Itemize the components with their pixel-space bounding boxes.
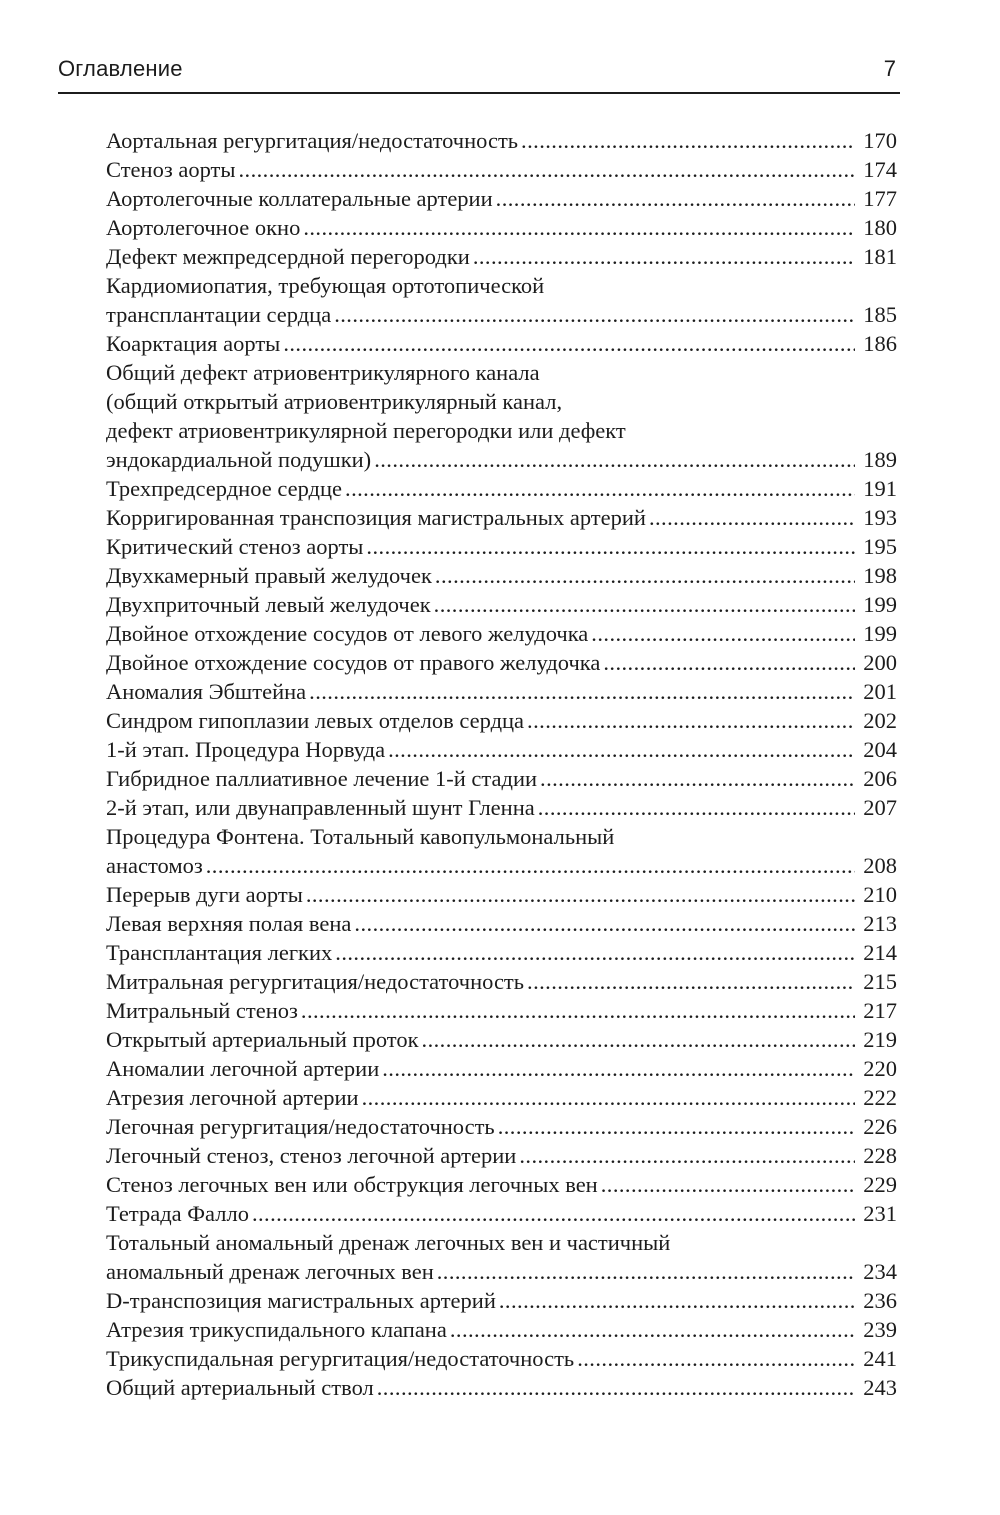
toc-entry: [106, 1344, 897, 1373]
header-title: Оглавление: [58, 56, 183, 81]
toc-entry-row: [106, 1170, 897, 1199]
toc-entry-title: Двухкамерный правый желудочек: [106, 563, 432, 588]
running-header: [58, 52, 900, 94]
header-page-number: 7: [883, 56, 896, 81]
dot-leader: [374, 445, 855, 474]
toc-entry-row: [106, 155, 897, 184]
dot-leader: [649, 503, 855, 532]
toc-entry-row: [106, 938, 897, 967]
toc-entry: [106, 358, 897, 474]
toc-entry-title: Открытый артериальный проток: [106, 1027, 419, 1052]
dot-leader: [252, 1199, 855, 1228]
toc-entry-row: [106, 793, 897, 822]
toc-entry-row: [106, 1083, 897, 1112]
toc-entry: [106, 1112, 897, 1141]
toc-entry-title: 2-й этап, или двунаправленный шунт Гленна: [106, 795, 535, 820]
toc-entry-title: Атрезия трикуспидального клапана: [106, 1317, 447, 1342]
dot-leader: [354, 909, 855, 938]
dot-leader: [540, 764, 855, 793]
dot-leader: [283, 329, 855, 358]
toc-entry-title: Аортолегочное окно: [106, 215, 301, 240]
toc-entry-page-number: 213: [863, 911, 897, 936]
toc-entry-row: [106, 126, 897, 155]
toc-entry-title-line: Тотальный аномальный дренаж легочных вен и частичный: [106, 1230, 671, 1255]
toc-entry: [106, 329, 897, 358]
toc-entry-title: Корригированная транспозиция магистральных артерий: [106, 505, 646, 530]
toc-entry-page-number: 202: [863, 708, 897, 733]
toc-entry-title: Двойное отхождение сосудов от левого желудочка: [106, 621, 589, 646]
toc-entry: [106, 1199, 897, 1228]
toc-entry-title: Левая верхняя полая вена: [106, 911, 352, 936]
toc-entry-row: [106, 706, 897, 735]
toc-entry: [106, 909, 897, 938]
dot-leader: [335, 938, 855, 967]
toc-entry: [106, 590, 897, 619]
dot-leader: [309, 677, 855, 706]
dot-leader: [388, 735, 855, 764]
dot-leader: [538, 793, 855, 822]
toc-entry-title-line: Кардиомиопатия, требующая ортотопической: [106, 273, 545, 298]
toc-entry-row: [106, 967, 897, 996]
toc-entry-row: [106, 1286, 897, 1315]
toc-entry-title: Трикуспидальная регургитация/недостаточность: [106, 1346, 575, 1371]
toc-entry-title: D-транспозиция магистральных артерий: [106, 1288, 496, 1313]
toc-entry-row: [106, 242, 897, 271]
toc-entry-row: [106, 677, 897, 706]
toc-entry-page-number: 236: [863, 1288, 897, 1313]
toc-entry: [106, 1228, 897, 1286]
toc-entry-row: [106, 445, 897, 474]
toc-entry-row: [106, 184, 897, 213]
toc-entry-page-number: 180: [863, 215, 897, 240]
toc-entry-title: Митральная регургитация/недостаточность: [106, 969, 525, 994]
dot-leader: [450, 1315, 855, 1344]
toc-entry-row: [106, 1373, 897, 1402]
toc-entry-title: трансплантации сердца: [106, 302, 332, 327]
toc-entry-title: аномальный дренаж легочных вен: [106, 1259, 434, 1284]
toc-entry-page-number: 239: [863, 1317, 897, 1342]
dot-leader: [473, 242, 855, 271]
toc-entry: [106, 648, 897, 677]
toc-entry-page-number: 198: [863, 563, 897, 588]
toc-entry: [106, 706, 897, 735]
toc-entry-page-number: 193: [863, 505, 897, 530]
toc-entry-page-number: 241: [863, 1346, 897, 1371]
toc-entry: [106, 242, 897, 271]
dot-leader: [577, 1344, 855, 1373]
dot-leader: [238, 155, 855, 184]
toc-entry-page-number: 191: [863, 476, 897, 501]
toc-entry-title: Аномалии легочной артерии: [106, 1056, 380, 1081]
dot-leader: [345, 474, 855, 503]
toc-entry-page-number: 217: [863, 998, 897, 1023]
toc-entry-page-number: 208: [863, 853, 897, 878]
dot-leader: [377, 1373, 855, 1402]
toc-entry-page-number: 201: [863, 679, 897, 704]
toc-entry-title: Гибридное паллиативное лечение 1-й стадии: [106, 766, 538, 791]
dot-leader: [498, 1112, 855, 1141]
toc-entry-title: Аномалия Эбштейна: [106, 679, 307, 704]
dot-leader: [496, 184, 855, 213]
toc-entry-page-number: 200: [863, 650, 897, 675]
toc-entry-page-number: 206: [863, 766, 897, 791]
toc-entry-page-number: 231: [863, 1201, 897, 1226]
toc-entry: [106, 561, 897, 590]
toc-entry: [106, 793, 897, 822]
toc-entry-title: Митральный стеноз: [106, 998, 298, 1023]
toc-entry-title: Стеноз аорты: [106, 157, 236, 182]
toc-entry: [106, 1141, 897, 1170]
toc-entry-page-number: 234: [863, 1259, 897, 1284]
toc-entry-row: [106, 300, 897, 329]
toc-entry: [106, 1286, 897, 1315]
toc-entry: [106, 735, 897, 764]
toc-entry-row: [106, 474, 897, 503]
toc-entry-title: Трехпредсердное сердце: [106, 476, 343, 501]
dot-leader: [382, 1054, 855, 1083]
toc-entry-row: [106, 735, 897, 764]
toc-entry: [106, 532, 897, 561]
toc-entry-row: [106, 996, 897, 1025]
toc-entry-row: [106, 909, 897, 938]
toc-entry: [106, 967, 897, 996]
toc-entry: [106, 1025, 897, 1054]
toc-entry: [106, 996, 897, 1025]
toc-entry-row: [106, 619, 897, 648]
toc-entry-page-number: 174: [863, 157, 897, 182]
dot-leader: [435, 561, 855, 590]
toc-entry-title: Двойное отхождение сосудов от правого желудочка: [106, 650, 601, 675]
toc-entry: [106, 764, 897, 793]
toc-entry: [106, 1315, 897, 1344]
toc-entry-title: Легочная регургитация/недостаточность: [106, 1114, 495, 1139]
toc-entry-title: Аортолегочные коллатеральные артерии: [106, 186, 493, 211]
toc-entry-title: анастомоз: [106, 853, 203, 878]
toc-entry: [106, 677, 897, 706]
toc-entry-title: Аортальная регургитация/недостаточность: [106, 128, 519, 153]
toc-entry-title: 1-й этап. Процедура Норвуда: [106, 737, 386, 762]
toc-entry-title: Атрезия легочной артерии: [106, 1085, 359, 1110]
toc-entry: [106, 1373, 897, 1402]
dot-leader: [434, 590, 855, 619]
toc-entry-page-number: 195: [863, 534, 897, 559]
toc-entry-page-number: 177: [863, 186, 897, 211]
toc-entry-page-number: 219: [863, 1027, 897, 1052]
toc-entry-page-number: 220: [863, 1056, 897, 1081]
toc-entry-page-number: 199: [863, 621, 897, 646]
dot-leader: [301, 996, 855, 1025]
toc-entry: [106, 938, 897, 967]
toc-entry-row: [106, 1054, 897, 1083]
toc-entry-page-number: 199: [863, 592, 897, 617]
toc-entry-row: [106, 880, 897, 909]
toc-entry-page-number: 215: [863, 969, 897, 994]
toc-entry-title: Трансплантация легких: [106, 940, 333, 965]
toc-entry-page-number: 222: [863, 1085, 897, 1110]
toc-entry: [106, 126, 897, 155]
dot-leader: [334, 300, 855, 329]
toc-entry-title: эндокардиальной подушки): [106, 447, 372, 472]
table-of-contents: [106, 126, 897, 1402]
toc-entry-row: [106, 590, 897, 619]
toc-entry-row: [106, 764, 897, 793]
toc-entry-title-line: (общий открытый атриовентрикулярный канал,: [106, 389, 563, 414]
toc-entry-page-number: 210: [863, 882, 897, 907]
toc-entry-page-number: 207: [863, 795, 897, 820]
toc-entry-page-number: 185: [863, 302, 897, 327]
toc-entry-title: Легочный стеноз, стеноз легочной артерии: [106, 1143, 517, 1168]
toc-entry-row: [106, 1025, 897, 1054]
dot-leader: [306, 880, 855, 909]
toc-entry: [106, 822, 897, 880]
toc-entry-row: [106, 561, 897, 590]
toc-entry-row: [106, 1344, 897, 1373]
toc-entry-title-line: дефект атриовентрикулярной перегородки или дефект: [106, 418, 626, 443]
toc-entry-title: Коарктация аорты: [106, 331, 281, 356]
toc-entry: [106, 880, 897, 909]
toc-entry-row: [106, 1112, 897, 1141]
toc-entry-title: Перерыв дуги аорты: [106, 882, 303, 907]
toc-entry-row: [106, 1315, 897, 1344]
dot-leader: [303, 213, 855, 242]
toc-entry-row: [106, 532, 897, 561]
toc-entry: [106, 1054, 897, 1083]
dot-leader: [521, 126, 855, 155]
toc-entry-page-number: 204: [863, 737, 897, 762]
toc-entry: [106, 271, 897, 329]
toc-entry-page-number: 243: [863, 1375, 897, 1400]
toc-entry-title: Тетрада Фалло: [106, 1201, 249, 1226]
toc-entry-row: [106, 1141, 897, 1170]
toc-entry-row: [106, 213, 897, 242]
toc-entry-row: [106, 329, 897, 358]
toc-entry: [106, 619, 897, 648]
toc-entry-page-number: 170: [863, 128, 897, 153]
toc-entry-row: [106, 648, 897, 677]
dot-leader: [206, 851, 855, 880]
dot-leader: [366, 532, 855, 561]
toc-entry: [106, 474, 897, 503]
toc-entry-page-number: 226: [863, 1114, 897, 1139]
toc-entry-title: Дефект межпредсердной перегородки: [106, 244, 470, 269]
toc-entry: [106, 1083, 897, 1112]
toc-entry-title: Критический стеноз аорты: [106, 534, 364, 559]
toc-entry-title: Двухприточный левый желудочек: [106, 592, 431, 617]
toc-entry-title: Стеноз легочных вен или обструкция легочных вен: [106, 1172, 598, 1197]
toc-entry-page-number: 186: [863, 331, 897, 356]
toc-entry-title: Синдром гипоплазии левых отделов сердца: [106, 708, 525, 733]
toc-entry-page-number: 228: [863, 1143, 897, 1168]
dot-leader: [499, 1286, 855, 1315]
toc-entry: [106, 503, 897, 532]
dot-leader: [527, 967, 855, 996]
dot-leader: [437, 1257, 855, 1286]
toc-entry-page-number: 181: [863, 244, 897, 269]
toc-entry: [106, 155, 897, 184]
dot-leader: [601, 1170, 855, 1199]
toc-entry-page-number: 214: [863, 940, 897, 965]
dot-leader: [362, 1083, 855, 1112]
dot-leader: [422, 1025, 855, 1054]
toc-entry-title: Общий артериальный ствол: [106, 1375, 374, 1400]
dot-leader: [519, 1141, 855, 1170]
toc-entry-row: [106, 1199, 897, 1228]
toc-entry: [106, 213, 897, 242]
toc-entry-row: [106, 1257, 897, 1286]
dot-leader: [591, 619, 855, 648]
toc-entry-page-number: 229: [863, 1172, 897, 1197]
toc-entry-row: [106, 503, 897, 532]
toc-entry: [106, 184, 897, 213]
dot-leader: [527, 706, 855, 735]
toc-entry-page-number: 189: [863, 447, 897, 472]
toc-entry-title-line: Процедура Фонтена. Тотальный кавопульмональный: [106, 824, 615, 849]
toc-entry-row: [106, 851, 897, 880]
toc-entry-title-line: Общий дефект атриовентрикулярного канала: [106, 360, 540, 385]
dot-leader: [603, 648, 855, 677]
toc-entry: [106, 1170, 897, 1199]
